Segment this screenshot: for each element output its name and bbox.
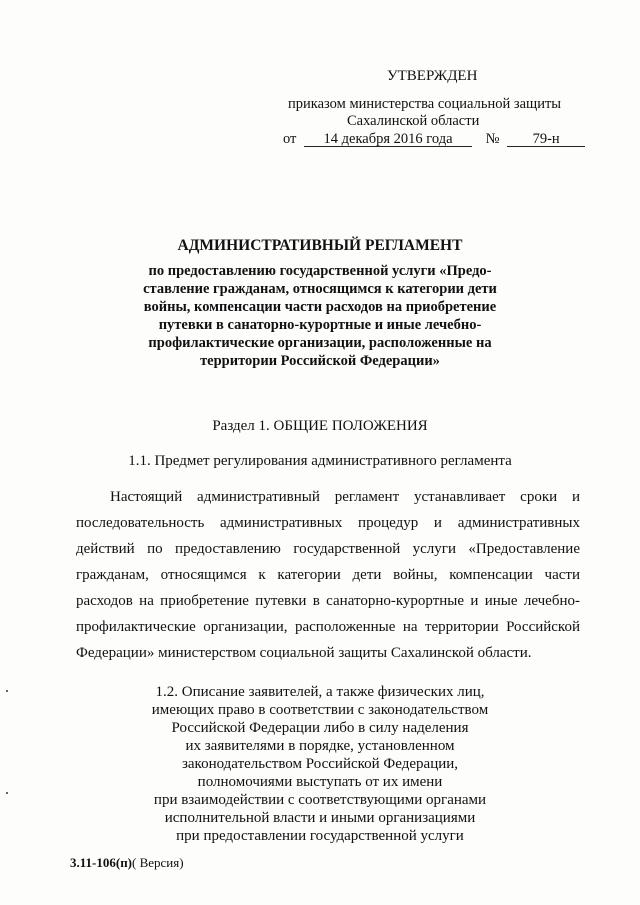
scan-speck [6,792,8,794]
approval-line-1: приказом министерства социальной защиты [288,96,562,112]
paragraph-line: профилактические организации, расположенные на территории Российской [76,619,580,635]
subtitle-line: профилактические организации, расположенные на [148,335,492,351]
subsection-1-1-title: 1.1. Предмет регулирования административного регламента [128,453,512,469]
subtitle-line: по предоставлению государственной услуги «Предо- [148,263,492,279]
approval-line-2: Сахалинской области [347,113,480,129]
approval-date-line [283,131,585,148]
subtitle-line: территории Российской Федерации» [200,353,440,369]
paragraph-line: расходов на приобретение путевки в санаторно-курортные и иные лечебно- [76,593,580,609]
paragraph-line: последовательность административных процедур и административных [76,515,580,531]
subsection-line: Российской Федерации либо в силу наделения [171,720,469,736]
paragraph-line: действий по предоставлению государственной услуги «Предоставление [76,541,580,557]
subsection-line: полномочиями выступать от их имени [197,774,443,790]
footer-code-line [70,855,184,871]
subsection-line: при взаимодействии с соответствующими органами [153,792,487,808]
paragraph-line: Настоящий административный регламент устанавливает сроки и [110,489,580,505]
subsection-line: исполнительной власти и иными организациями [164,810,476,826]
regulation-title: АДМИНИСТРАТИВНЫЙ РЕГЛАМЕНТ [177,237,463,254]
footer-code: 3.11-106(п) [70,855,133,870]
subtitle-line: войны, компенсации части расходов на приобретение [143,299,497,315]
subtitle-line: ставление гражданам, относящимся к категории дети [143,281,497,297]
approval-title: УТВЕРЖДЕН [387,68,478,84]
subsection-line: при предоставлении государственной услуги [176,828,464,844]
approval-number: 79-н [507,132,585,147]
scan-speck [6,690,8,692]
subsection-line: 1.2. Описание заявителей, а также физических лиц, [155,684,485,700]
paragraph-line: гражданам, относящимся к категории дети войны, компенсации части [76,567,580,583]
subsection-line: законодательством Российской Федерации, [181,756,459,772]
subsection-line: их заявителями в порядке, установленном [185,738,455,754]
from-label: от [283,131,297,147]
footer-version: ( Версия) [132,855,184,870]
subsection-line: имеющих право в соответствии с законодательством [151,702,489,718]
approval-date: 14 декабря 2016 года [304,132,472,147]
section-title: Раздел 1. ОБЩИЕ ПОЛОЖЕНИЯ [212,418,428,434]
paragraph-line: Федерации» министерством социальной защиты Сахалинской области. [76,645,532,661]
number-label: № [485,131,500,147]
subtitle-line: путевки в санаторно-курортные и иные лечебно- [158,317,482,333]
